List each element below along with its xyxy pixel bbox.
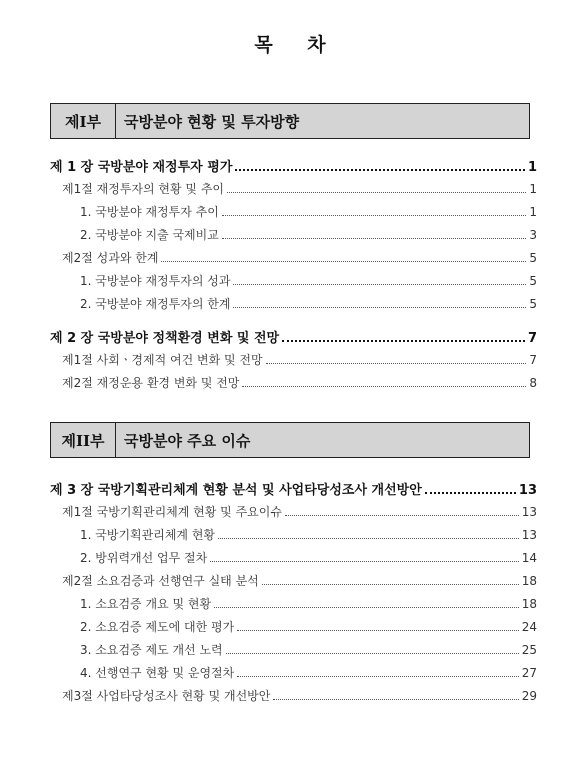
toc-subsection[interactable] — [80, 641, 537, 661]
toc-section[interactable] — [62, 351, 537, 371]
toc-section[interactable] — [62, 180, 537, 200]
toc-section[interactable] — [62, 687, 537, 707]
dot-leader — [237, 620, 518, 631]
toc-label: 2. 국방분야 재정투자의 한계 — [80, 297, 231, 311]
part-heading-2 — [50, 422, 530, 458]
toc-page: 13 — [518, 483, 537, 498]
dot-leader — [210, 551, 518, 562]
dot-leader — [266, 353, 527, 364]
toc-label: 제1절 재정투자의 현황 및 추이 — [62, 182, 224, 196]
toc-label: 1. 국방분야 재정투자의 성과 — [80, 274, 231, 288]
toc-label: 제 2 장 국방분야 정책환경 변화 및 전망 — [50, 331, 280, 346]
toc-chapter[interactable] — [50, 479, 537, 499]
toc-label: 제3절 사업타당성조사 현황 및 개선방안 — [62, 689, 271, 703]
dot-leader — [161, 251, 526, 262]
toc-subsection[interactable] — [80, 526, 537, 546]
toc-section[interactable] — [62, 374, 537, 394]
toc-page: 5 — [529, 297, 537, 311]
dot-leader — [214, 597, 519, 608]
toc-label: 제1절 사회ㆍ경제적 여건 변화 및 전망 — [62, 353, 263, 367]
toc-page: 14 — [521, 551, 537, 565]
dot-leader — [222, 228, 527, 239]
toc-page: 18 — [521, 597, 537, 611]
toc-label: 2. 소요검증 제도에 대한 평가 — [80, 620, 235, 634]
toc-chapter[interactable] — [50, 327, 537, 347]
toc-subsection[interactable] — [80, 664, 537, 684]
dot-leader — [233, 274, 526, 285]
part-label: 제II부 — [51, 423, 116, 457]
toc-page: 8 — [529, 376, 537, 390]
part-title: 국방분야 주요 이슈 — [124, 431, 251, 450]
dot-leader — [242, 376, 526, 387]
part-heading-1 — [50, 103, 530, 139]
dot-leader — [235, 159, 525, 171]
toc-label: 제2절 소요검증과 선행연구 실태 분석 — [62, 574, 259, 588]
toc-page: 5 — [529, 274, 537, 288]
dot-leader — [218, 528, 519, 539]
toc-page: 1 — [529, 205, 537, 219]
toc-subsection[interactable] — [80, 595, 537, 615]
toc-label: 제1절 국방기획관리체계 현황 및 주요이슈 — [62, 505, 282, 519]
toc-section[interactable] — [62, 503, 537, 523]
page-title: 목 차 — [254, 34, 340, 56]
toc-label: 4. 선행연구 현황 및 운영절차 — [80, 666, 235, 680]
dot-leader — [282, 330, 525, 342]
toc-subsection[interactable] — [80, 203, 537, 223]
toc-page: 7 — [529, 353, 537, 367]
toc-label: 제 1 장 국방분야 재정투자 평가 — [50, 160, 233, 175]
dot-leader — [285, 505, 519, 516]
toc-label: 2. 국방분야 지출 국제비교 — [80, 228, 219, 242]
part-label: 제I부 — [51, 104, 116, 138]
toc-page: 24 — [521, 620, 537, 634]
toc-label: 3. 소요검증 제도 개선 노력 — [80, 643, 223, 657]
toc-subsection[interactable] — [80, 295, 537, 315]
toc-page: 7 — [527, 331, 537, 346]
dot-leader — [425, 482, 516, 494]
toc-page: 1 — [529, 182, 537, 196]
dot-leader — [233, 297, 526, 308]
toc-subsection[interactable] — [80, 549, 537, 569]
dot-leader — [237, 666, 518, 677]
toc-chapter[interactable] — [50, 156, 537, 176]
dot-leader — [262, 574, 519, 585]
toc-page: 18 — [521, 574, 537, 588]
toc-label: 1. 소요검증 개요 및 현황 — [80, 597, 212, 611]
part-title: 국방분야 현황 및 투자방향 — [124, 112, 300, 131]
dot-leader — [226, 643, 519, 654]
toc-subsection[interactable] — [80, 272, 537, 292]
toc-label: 2. 방위력개선 업무 절차 — [80, 551, 208, 565]
toc-page: 1 — [527, 160, 537, 175]
toc-label: 제2절 재정운용 환경 변화 및 전망 — [62, 376, 240, 390]
toc-label: 제2절 성과와 한계 — [62, 251, 159, 265]
toc-label: 제 3 장 국방기획관리체계 현황 분석 및 사업타당성조사 개선방안 — [50, 483, 422, 498]
toc-page: 13 — [521, 505, 537, 519]
toc-subsection[interactable] — [80, 618, 537, 638]
toc-subsection[interactable] — [80, 226, 537, 246]
toc-page: 13 — [521, 528, 537, 542]
toc-section[interactable] — [62, 249, 537, 269]
dot-leader — [222, 205, 527, 216]
toc-page: 3 — [529, 228, 537, 242]
toc-page: 5 — [529, 251, 537, 265]
toc-section[interactable] — [62, 572, 537, 592]
toc-label: 1. 국방기획관리체계 현황 — [80, 528, 215, 542]
toc-page: 27 — [521, 666, 537, 680]
dot-leader — [273, 689, 518, 700]
toc-page: 25 — [521, 643, 537, 657]
toc-label: 1. 국방분야 재정투자 추이 — [80, 205, 219, 219]
dot-leader — [227, 182, 526, 193]
toc-page: 29 — [521, 689, 537, 703]
